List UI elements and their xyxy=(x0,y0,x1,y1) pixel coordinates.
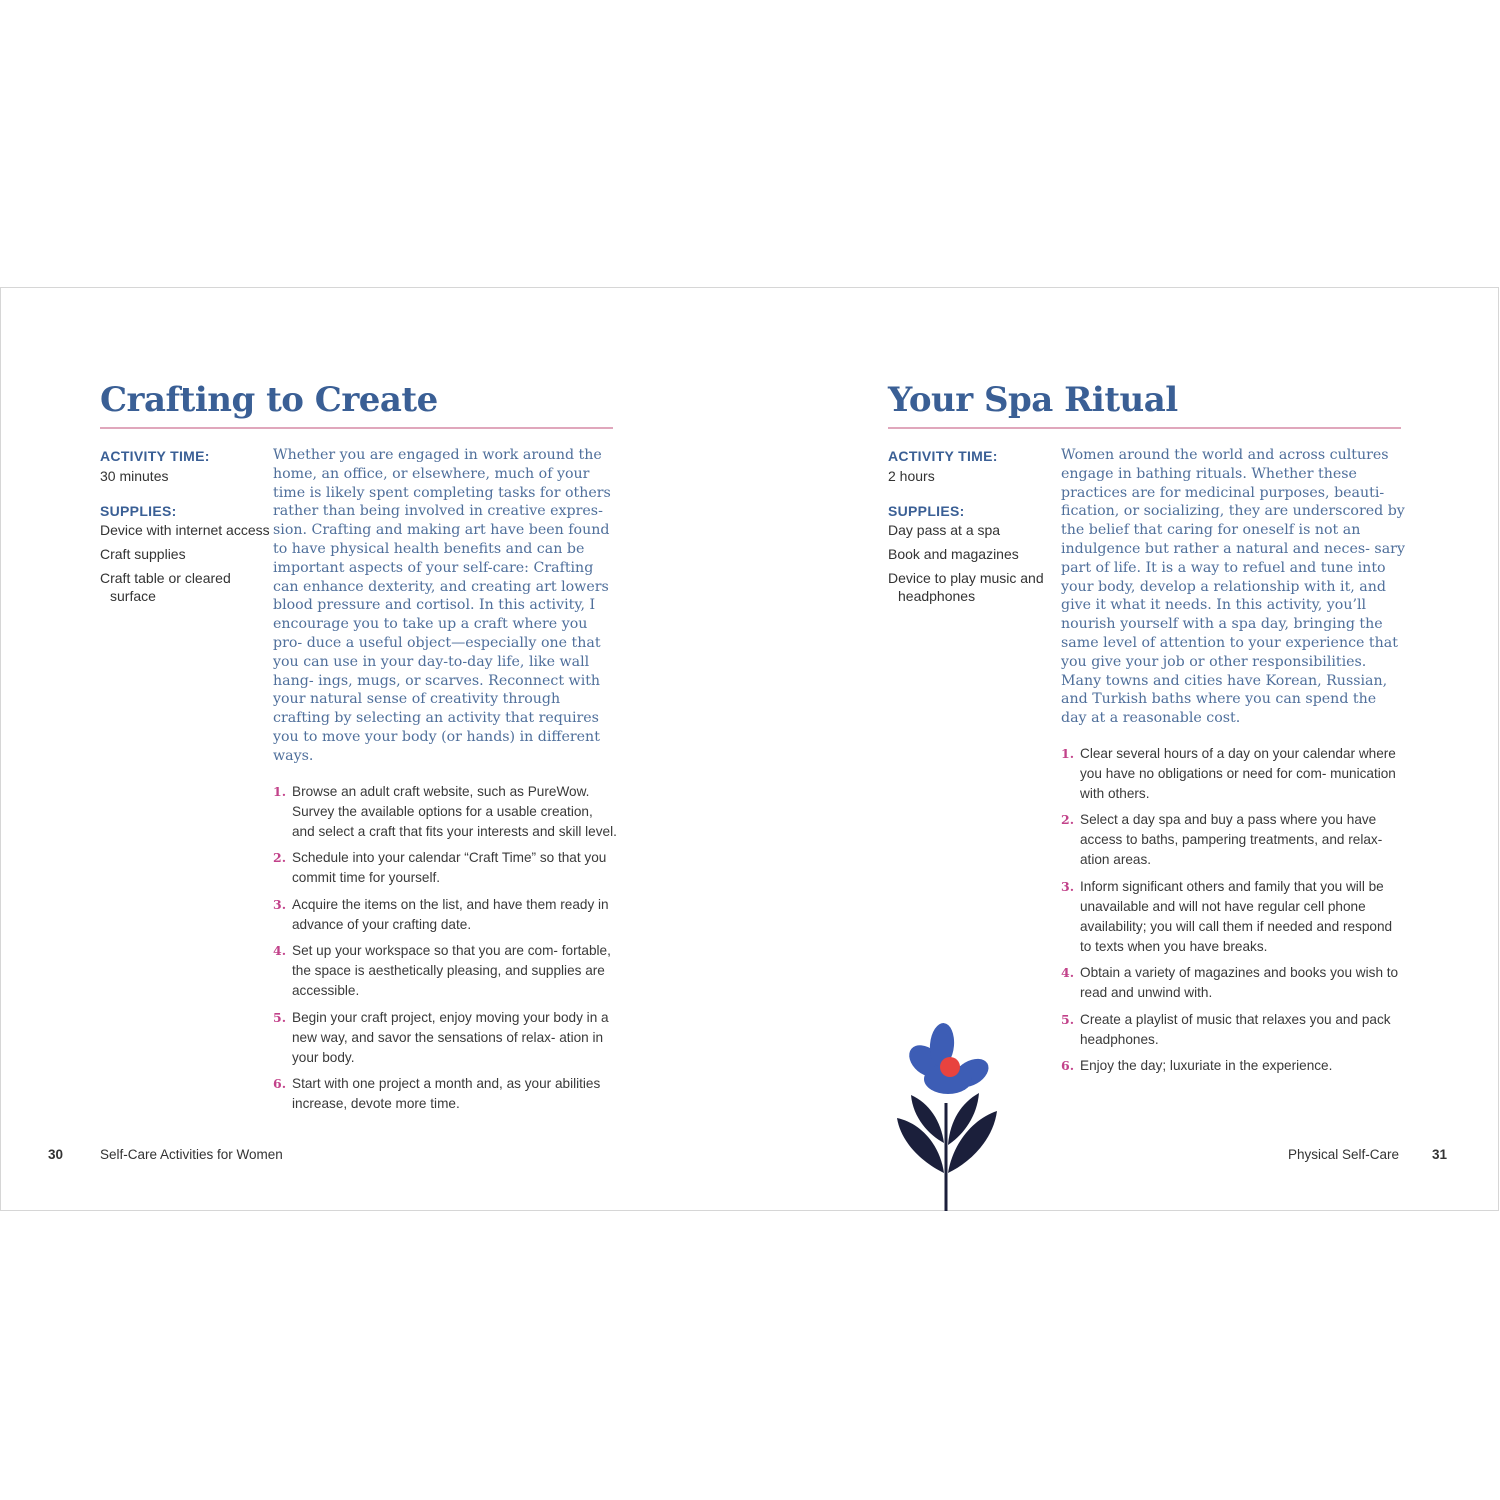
intro-paragraph: Women around the world and across cultures engage in bathing rituals. Whether these practices are for medicinal purposes, beauti- fication, or socializing, they are underscored by the belief that caring for oneself is not an indulgence but rather a natural and neces- sary part of life. It is a way to refuel and tune into your body, develop a relationship with it, and give it what it needs. In this activity, you’ll nourish yourself with a spa day, bringing the same level of attention to your experience that you give your job or other responsibilities. Many towns and cities have Korean, Russian, and Turkish baths where you can spend the day at a reasonable cost. xyxy=(1061,447,1405,727)
footer-title-left: Self-Care Activities for Women xyxy=(100,1147,283,1162)
step-number: 4. xyxy=(1061,965,1075,981)
step-item xyxy=(273,1074,618,1114)
supply-item: Craft table or cleared surface xyxy=(100,570,231,604)
step-number: 5. xyxy=(1061,1011,1075,1027)
step-text: Inform significant others and family that you will be unavailable and will not have regular cell phone availability; you will call them if needed and respond to texts when you have breaks. xyxy=(1080,878,1393,954)
step-number: 2. xyxy=(1061,812,1075,828)
step-item xyxy=(273,941,618,1001)
activity-time-value: 30 minutes xyxy=(100,468,169,484)
step-text: Schedule into your calendar “Craft Time” so that you commit time for yourself. xyxy=(292,850,607,886)
step-text: Create a playlist of music that relaxes you and pack headphones. xyxy=(1080,1011,1391,1047)
page-title: Crafting to Create xyxy=(100,380,438,420)
step-item xyxy=(273,848,618,888)
step-item xyxy=(1061,744,1406,804)
step-text: Set up your workspace so that you are com- fortable, the space is aesthetically pleasing, and supplies are accessible. xyxy=(292,943,611,999)
step-item xyxy=(1061,1056,1406,1076)
supplies-label: SUPPLIES: xyxy=(888,503,965,519)
step-text: Begin your craft project, enjoy moving your body in a new way, and savor the sensations of relax- ation in your body. xyxy=(292,1009,609,1065)
flower-center xyxy=(940,1057,960,1077)
supply-item: Book and magazines xyxy=(888,546,1019,562)
step-text: Acquire the items on the list, and have them ready in advance of your crafting date. xyxy=(292,896,609,932)
step-number: 5. xyxy=(273,1009,287,1025)
steps-list xyxy=(1061,744,1406,1077)
sidebar-meta xyxy=(888,446,1058,611)
supplies-list xyxy=(888,521,1058,605)
step-number: 3. xyxy=(273,896,287,912)
supplies-list xyxy=(100,521,270,605)
flower-icon xyxy=(893,1023,1003,1211)
title-rule xyxy=(100,427,613,429)
intro-paragraph: Whether you are engaged in work around the home, an office, or elsewhere, much of your time is likely spent completing tasks for others rather than being involved in creative expres- sion. Crafting and making art have been found to have physical health benefits and can be important aspects of your self-care: Crafting can enhance dexterity, and creating art lowers blood pressure and cortisol. In this activity, I encourage you to take up a craft where you pro- duce a useful object—especially one that you can use in your day-to-day life, like wall hang- ings, mugs, or scarves. Reconnect with your natural sense of creativity through crafting by selecting an activity that requires you to move your body (or hands) in different ways. xyxy=(273,447,611,764)
page-title: Your Spa Ritual xyxy=(888,380,1178,420)
step-text: Enjoy the day; luxuriate in the experience. xyxy=(1080,1058,1333,1074)
activity-time-label: ACTIVITY TIME: xyxy=(100,448,210,464)
step-text: Clear several hours of a day on your calendar where you have no obligations or need for com- munication with others. xyxy=(1080,745,1396,801)
book-spread xyxy=(0,287,1499,1211)
step-item xyxy=(1061,1010,1406,1050)
step-item xyxy=(1061,810,1406,870)
sidebar-meta xyxy=(100,446,270,611)
step-number: 2. xyxy=(273,850,287,866)
step-text: Start with one project a month and, as your abilities increase, devote more time. xyxy=(292,1076,601,1112)
page-number-left: 30 xyxy=(48,1147,64,1162)
left-page xyxy=(100,288,617,1210)
supply-item: Device to play music and headphones xyxy=(888,570,1044,604)
step-number: 3. xyxy=(1061,878,1075,894)
step-text: Browse an adult craft website, such as PureWow. Survey the available options for a usable creation, and select a craft that fits your interests and skill level. xyxy=(292,783,617,839)
steps-list xyxy=(273,782,618,1115)
step-text: Select a day spa and buy a pass where you have access to baths, pampering treatments, and relax- ation areas. xyxy=(1080,812,1383,868)
step-number: 4. xyxy=(273,943,287,959)
main-column xyxy=(1061,446,1406,1083)
activity-time-label: ACTIVITY TIME: xyxy=(888,448,998,464)
step-number: 6. xyxy=(273,1076,287,1092)
page-number-right: 31 xyxy=(1431,1147,1447,1162)
step-number: 1. xyxy=(1061,745,1075,761)
activity-time-value: 2 hours xyxy=(888,468,935,484)
supply-item: Craft supplies xyxy=(100,546,186,562)
step-item xyxy=(273,782,618,842)
step-number: 1. xyxy=(273,783,287,799)
supplies-label: SUPPLIES: xyxy=(100,503,177,519)
supply-item: Device with internet access xyxy=(100,522,270,538)
step-item xyxy=(1061,877,1406,957)
step-item xyxy=(273,895,618,935)
step-item xyxy=(1061,963,1406,1003)
step-number: 6. xyxy=(1061,1058,1075,1074)
step-item xyxy=(273,1008,618,1068)
step-text: Obtain a variety of magazines and books you wish to read and unwind with. xyxy=(1080,965,1399,1001)
footer-title-right: Physical Self-Care xyxy=(1287,1147,1399,1162)
main-column xyxy=(273,446,618,1121)
title-rule xyxy=(888,427,1401,429)
supply-item: Day pass at a spa xyxy=(888,522,1001,538)
